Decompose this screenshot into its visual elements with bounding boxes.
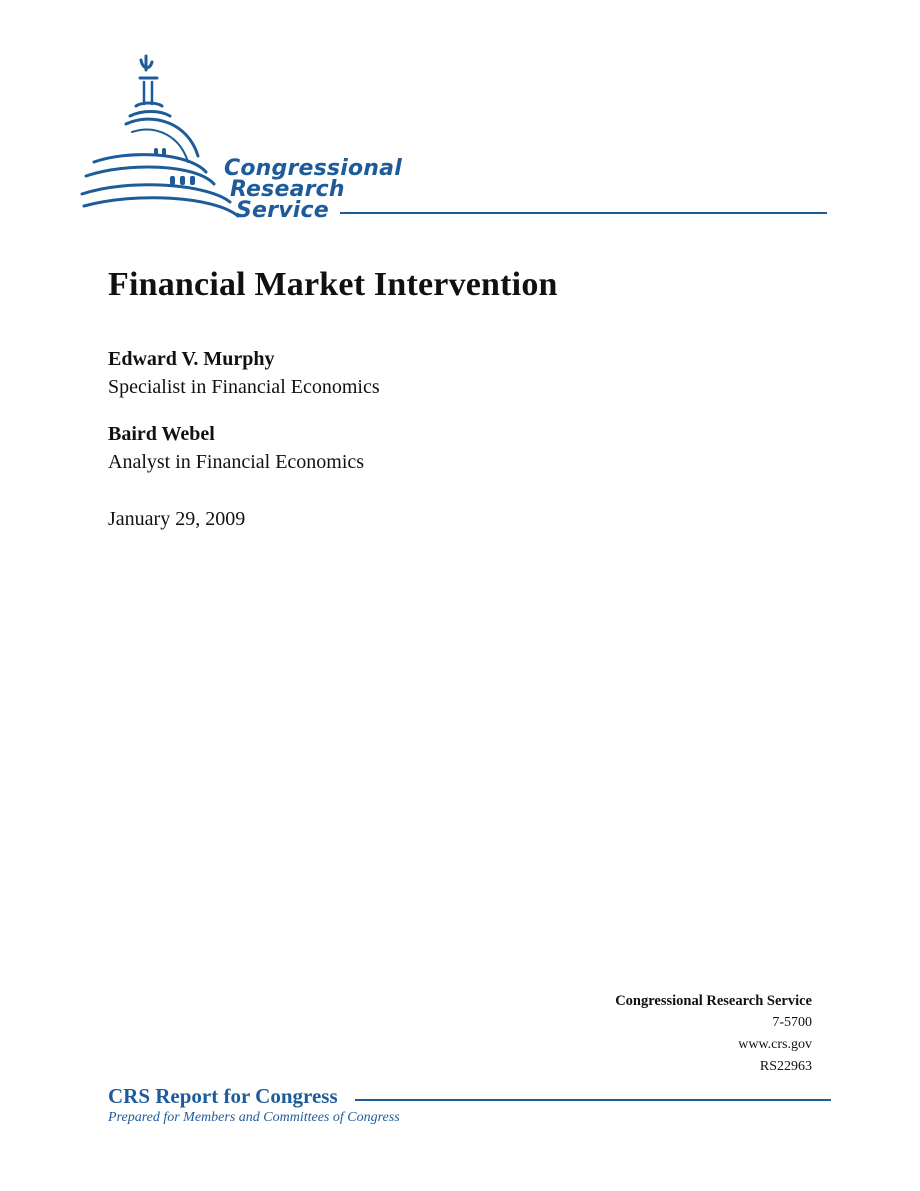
author-role: Analyst in Financial Economics — [108, 451, 365, 473]
report-banner-title: CRS Report for Congress — [108, 1084, 338, 1108]
report-date: January 29, 2009 — [108, 508, 246, 530]
logo-text-service: Service — [236, 198, 329, 223]
phone-number: 7-5700 — [772, 1015, 812, 1030]
report-banner-subtitle: Prepared for Members and Committees of Congress — [108, 1110, 400, 1125]
crs-logo — [80, 52, 830, 224]
crs-info-block — [615, 990, 812, 1078]
capitol-dome-icon — [80, 52, 250, 224]
website-link[interactable]: www.crs.gov — [738, 1037, 812, 1052]
author-name: Edward V. Murphy — [108, 348, 275, 370]
logo-divider — [340, 212, 827, 214]
author-role: Specialist in Financial Economics — [108, 376, 380, 398]
report-title: Financial Market Intervention — [108, 266, 558, 303]
report-banner-divider — [355, 1099, 831, 1101]
logo-text-congressional: Congressional — [224, 156, 402, 181]
author-name: Baird Webel — [108, 423, 215, 445]
organization-name: Congressional Research Service — [615, 993, 812, 1009]
report-number: RS22963 — [759, 1059, 812, 1074]
logo-text-research: Research — [230, 177, 345, 202]
